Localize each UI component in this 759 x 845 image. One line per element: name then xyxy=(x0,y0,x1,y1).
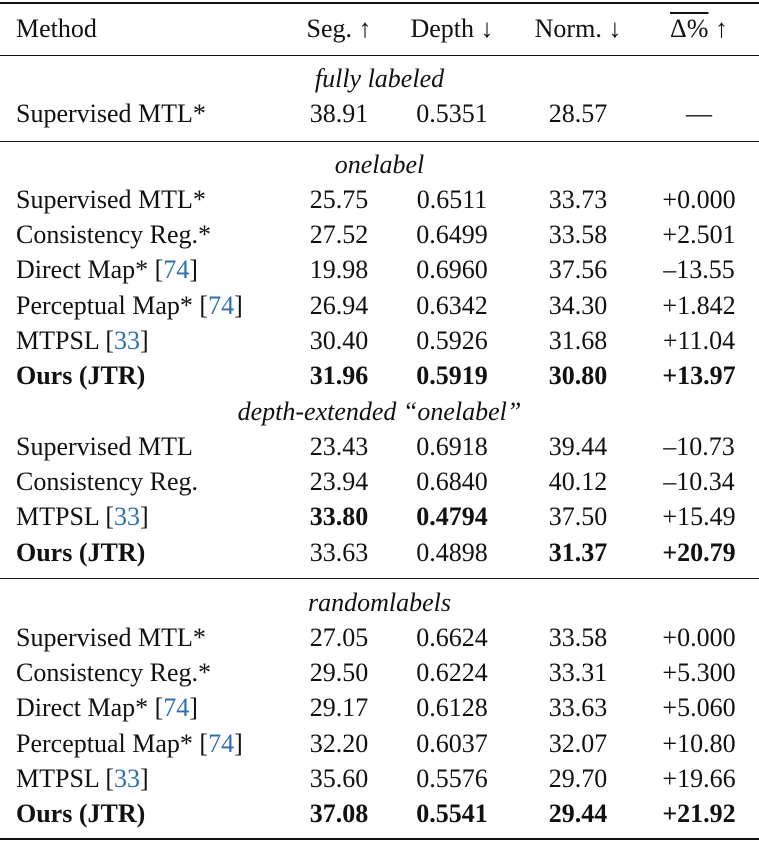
depth-cell: 0.6499 xyxy=(416,220,488,250)
citation-link[interactable]: 74 xyxy=(208,290,235,320)
delta-cell: +10.80 xyxy=(662,728,736,758)
group-separator-rule xyxy=(0,141,759,142)
table-row xyxy=(0,535,759,571)
norm-cell: 34.30 xyxy=(548,290,608,320)
delta-cell: +0.000 xyxy=(662,185,736,214)
table-row xyxy=(0,288,759,324)
citation-link[interactable]: 74 xyxy=(208,728,235,758)
seg-cell: 29.50 xyxy=(309,658,369,688)
table-row xyxy=(0,796,759,832)
method-name: Ours (JTR) xyxy=(16,799,146,828)
seg-cell: 26.94 xyxy=(309,290,369,320)
delta-cell: +11.04 xyxy=(662,325,736,355)
method-name: Direct Map* xyxy=(16,693,155,723)
table-row xyxy=(0,217,759,253)
table-row xyxy=(0,620,759,656)
depth-cell: 0.5926 xyxy=(416,325,488,355)
delta-cell: –10.34 xyxy=(663,467,735,497)
norm-cell: 40.12 xyxy=(548,467,608,497)
table-row xyxy=(0,761,759,797)
seg-cell: 35.60 xyxy=(309,763,369,793)
section-title: randomlabels xyxy=(308,588,451,617)
delta-cell: +20.79 xyxy=(662,537,736,567)
header-delta-symbol: Δ% xyxy=(670,14,709,43)
table-row xyxy=(0,182,759,218)
method-cell: MTPSL [33] xyxy=(16,325,149,355)
delta-cell: +21.92 xyxy=(662,799,736,828)
seg-cell: 33.63 xyxy=(309,537,369,567)
table-row xyxy=(0,726,759,762)
depth-cell: 0.5919 xyxy=(416,361,488,390)
depth-cell: 0.6224 xyxy=(416,658,488,688)
method-name: Supervised MTL* xyxy=(16,99,206,128)
seg-cell: 19.98 xyxy=(309,255,369,285)
citation-link[interactable]: 74 xyxy=(163,255,190,285)
seg-cell: 30.40 xyxy=(309,325,369,355)
section-title: depth-extended “onelabel” xyxy=(237,397,522,426)
section-title: fully labeled xyxy=(314,64,445,93)
method-cell xyxy=(16,464,198,500)
header-delta-arrow: ↑ xyxy=(714,14,728,43)
method-name: Supervised MTL* xyxy=(16,185,206,214)
norm-cell: 28.57 xyxy=(548,99,608,128)
seg-cell: 31.96 xyxy=(309,361,369,390)
header-delta xyxy=(650,11,748,47)
delta-cell: +5.060 xyxy=(662,693,736,723)
norm-cell: 32.07 xyxy=(548,728,608,758)
seg-cell: 37.08 xyxy=(309,799,369,828)
citation-link[interactable]: 33 xyxy=(114,325,141,355)
table-row xyxy=(0,252,759,288)
delta-cell: +1.842 xyxy=(662,290,736,320)
table-row xyxy=(0,464,759,500)
delta-cell: +13.97 xyxy=(662,361,736,390)
depth-cell: 0.6840 xyxy=(416,467,488,497)
norm-cell: 33.31 xyxy=(548,658,608,688)
table-row xyxy=(0,429,759,465)
depth-cell: 0.4898 xyxy=(416,537,488,567)
method-cell: MTPSL [33] xyxy=(16,763,149,793)
norm-cell: 29.70 xyxy=(548,763,608,793)
method-name: Ours (JTR) xyxy=(16,361,146,390)
method-name: MTPSL xyxy=(16,325,106,355)
delta-cell: +15.49 xyxy=(662,502,736,532)
citation-link[interactable]: 74 xyxy=(163,693,190,723)
top-rule xyxy=(0,2,759,4)
section-title: onelabel xyxy=(334,150,425,179)
method-cell xyxy=(16,96,206,132)
depth-cell: 0.5351 xyxy=(416,99,488,128)
method-name: Perceptual Map* xyxy=(16,290,200,320)
depth-cell: 0.4794 xyxy=(416,502,488,532)
method-cell: Direct Map* [74] xyxy=(16,255,198,285)
delta-cell: +19.66 xyxy=(662,763,736,793)
method-cell xyxy=(16,655,211,691)
depth-cell: 0.6511 xyxy=(416,185,488,214)
method-name: Consistency Reg.* xyxy=(16,220,211,250)
method-cell xyxy=(16,429,193,465)
header-row xyxy=(0,11,759,47)
table-row xyxy=(0,690,759,726)
depth-cell: 0.5576 xyxy=(416,763,488,793)
seg-cell: 32.20 xyxy=(309,728,369,758)
depth-cell: 0.5541 xyxy=(416,799,488,828)
method-cell: MTPSL [33] xyxy=(16,502,149,532)
depth-cell: 0.6624 xyxy=(416,623,488,652)
depth-cell: 0.6128 xyxy=(416,693,488,723)
seg-cell: 27.52 xyxy=(309,220,369,250)
seg-cell: 23.43 xyxy=(309,432,369,461)
norm-cell: 33.58 xyxy=(548,220,608,250)
method-cell: Perceptual Map* [74] xyxy=(16,290,243,320)
norm-cell: 29.44 xyxy=(548,799,608,828)
delta-cell: +5.300 xyxy=(662,658,736,688)
method-name: Consistency Reg. xyxy=(16,467,198,497)
method-name: Consistency Reg.* xyxy=(16,658,211,688)
delta-cell: –10.73 xyxy=(663,432,735,461)
method-cell xyxy=(16,535,145,571)
citation-link[interactable]: 33 xyxy=(114,763,141,793)
norm-cell: 33.58 xyxy=(548,623,608,652)
norm-cell: 37.50 xyxy=(548,502,608,532)
method-cell xyxy=(16,182,206,218)
norm-cell: 37.56 xyxy=(548,255,608,285)
seg-cell: 23.94 xyxy=(309,467,369,497)
header-depth: Depth ↓ xyxy=(410,14,494,43)
depth-cell: 0.6342 xyxy=(416,290,488,320)
method-name: MTPSL xyxy=(16,763,106,793)
depth-cell: 0.6918 xyxy=(416,432,488,461)
bottom-rule xyxy=(0,838,759,840)
method-name: Supervised MTL xyxy=(16,432,193,461)
seg-cell: 38.91 xyxy=(309,99,369,128)
table-row xyxy=(0,358,759,394)
seg-cell: 29.17 xyxy=(309,693,369,723)
citation-link[interactable]: 33 xyxy=(114,502,141,532)
method-name: Ours (JTR) xyxy=(16,537,146,567)
delta-cell: +2.501 xyxy=(662,220,736,250)
norm-cell: 30.80 xyxy=(548,361,608,390)
norm-cell: 39.44 xyxy=(548,432,608,461)
method-name: Supervised MTL* xyxy=(16,623,206,652)
method-cell xyxy=(16,217,211,253)
seg-cell: 27.05 xyxy=(309,623,369,652)
header-method: Method xyxy=(16,14,97,43)
method-name: Direct Map* xyxy=(16,255,155,285)
norm-cell: 31.37 xyxy=(548,537,608,567)
norm-cell: 33.73 xyxy=(548,185,608,214)
delta-cell: — xyxy=(686,99,712,128)
delta-cell: –13.55 xyxy=(663,255,735,285)
method-cell xyxy=(16,358,145,394)
norm-cell: 31.68 xyxy=(548,325,608,355)
method-cell xyxy=(16,796,145,832)
header-norm: Norm. ↓ xyxy=(534,14,622,43)
header-seg: Seg. ↑ xyxy=(306,14,372,43)
header-rule xyxy=(0,55,759,56)
delta-cell: +0.000 xyxy=(662,623,736,652)
seg-cell: 25.75 xyxy=(309,185,369,214)
method-cell xyxy=(16,620,206,656)
method-name: Perceptual Map* xyxy=(16,728,200,758)
method-name: MTPSL xyxy=(16,502,106,532)
norm-cell: 33.63 xyxy=(548,693,608,723)
method-cell: Direct Map* [74] xyxy=(16,693,198,723)
seg-cell: 33.80 xyxy=(309,502,369,532)
table-row xyxy=(0,96,759,132)
group-separator-rule xyxy=(0,578,759,579)
table-row xyxy=(0,499,759,535)
table-row xyxy=(0,655,759,691)
method-cell: Perceptual Map* [74] xyxy=(16,728,243,758)
depth-cell: 0.6037 xyxy=(416,728,488,758)
table-row xyxy=(0,323,759,359)
depth-cell: 0.6960 xyxy=(416,255,488,285)
